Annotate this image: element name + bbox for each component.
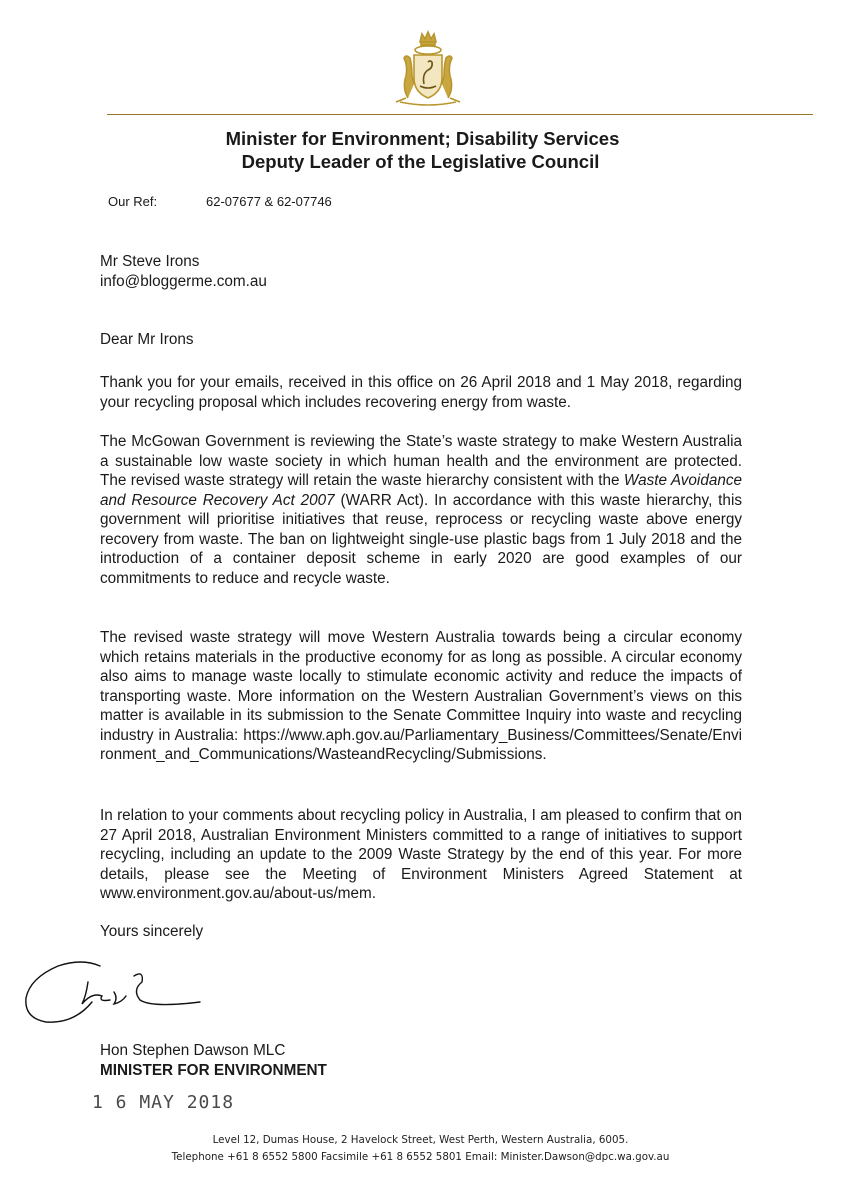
signatory-title: MINISTER FOR ENVIRONMENT [100,1062,327,1079]
submission-url: https://www.aph.gov.au/Parliamentary_Business/Committees/Senate/Environment_and_Communications/WasteandRecycling/Submissions. [100,726,742,763]
closing: Yours sincerely [100,923,204,940]
paragraph-3 [100,628,742,765]
date-stamp: 1 6 MAY 2018 [92,1092,235,1113]
recipient-name: Mr Steve Irons [100,253,200,270]
footer-address: Level 12, Dumas House, 2 Havelock Street, West Perth, Western Australia, 6005. [212,1134,629,1146]
act-title: Waste Avoidance and Resource Recovery Act 2007 [100,472,742,509]
paragraph-4: In relation to your comments about recycling policy in Australia, I am pleased to confirm that on 27 April 2018, Australian Environment Ministers committed to a range of initiatives to support recycling, including an update to the 2009 Waste Strategy by the end of this year. For more details, please see the Meeting of Environment Ministers Agreed Statement at www.environment.gov.au/about-us/mem. [100,807,742,902]
paragraph-2-text-a: The McGowan Government is reviewing the State’s waste strategy to make Western Australia a sustainable low waste society in which human health and the environment are protected. The revised waste strategy will retain the waste hierarchy consistent with the [100,433,742,489]
signatory-name: Hon Stephen Dawson MLC [100,1042,286,1059]
recipient-email: info@bloggerme.com.au [100,273,267,290]
footer-contact: Telephone +61 8 6552 5800 Facsimile +61 8 6552 5801 Email: Minister.Dawson@dpc.wa.gov.au [171,1151,670,1163]
western-australia-coat-of-arms-icon [384,28,472,108]
signature [22,952,212,1030]
reference-block [108,194,332,209]
paragraph-2-text-b: (WARR Act). In accordance with this waste hierarchy, this government will prioritise initiatives that reuse, reprocess or recycling waste above energy recovery from waste. The ban on lightweight single-use plastic bags from 1 July 2018 and the introduction of a container deposit scheme in early 2020 are good examples of our commitments to reduce and recycle waste. [100,491,742,587]
paragraph-3-text: The revised waste strategy will move Western Australia towards being a circular economy which retains materials in the productive economy for as long as possible. A circular economy also aims to manage waste locally to stimulate economic activity and reduce the impacts of transporting waste. More information on the Western Australian Government’s views on this matter is available in its submission to the Senate Committee Inquiry into waste and recycling industry in Australia: [100,629,742,744]
reference-label: Our Ref: [108,194,158,209]
letterhead-title-line1: Minister for Environment; Disability Services [225,128,620,149]
paragraph-2 [100,432,742,588]
letterhead-rule [107,114,813,115]
salutation: Dear Mr Irons [100,331,194,348]
letterhead-title-line2: Deputy Leader of the Legislative Council [241,151,600,172]
paragraph-1: Thank you for your emails, received in this office on 26 April 2018 and 1 May 2018, regarding your recycling proposal which includes recovering energy from waste. [100,374,742,411]
recipient-address [100,252,267,292]
reference-value: 62-07677 & 62-07746 [206,194,332,209]
